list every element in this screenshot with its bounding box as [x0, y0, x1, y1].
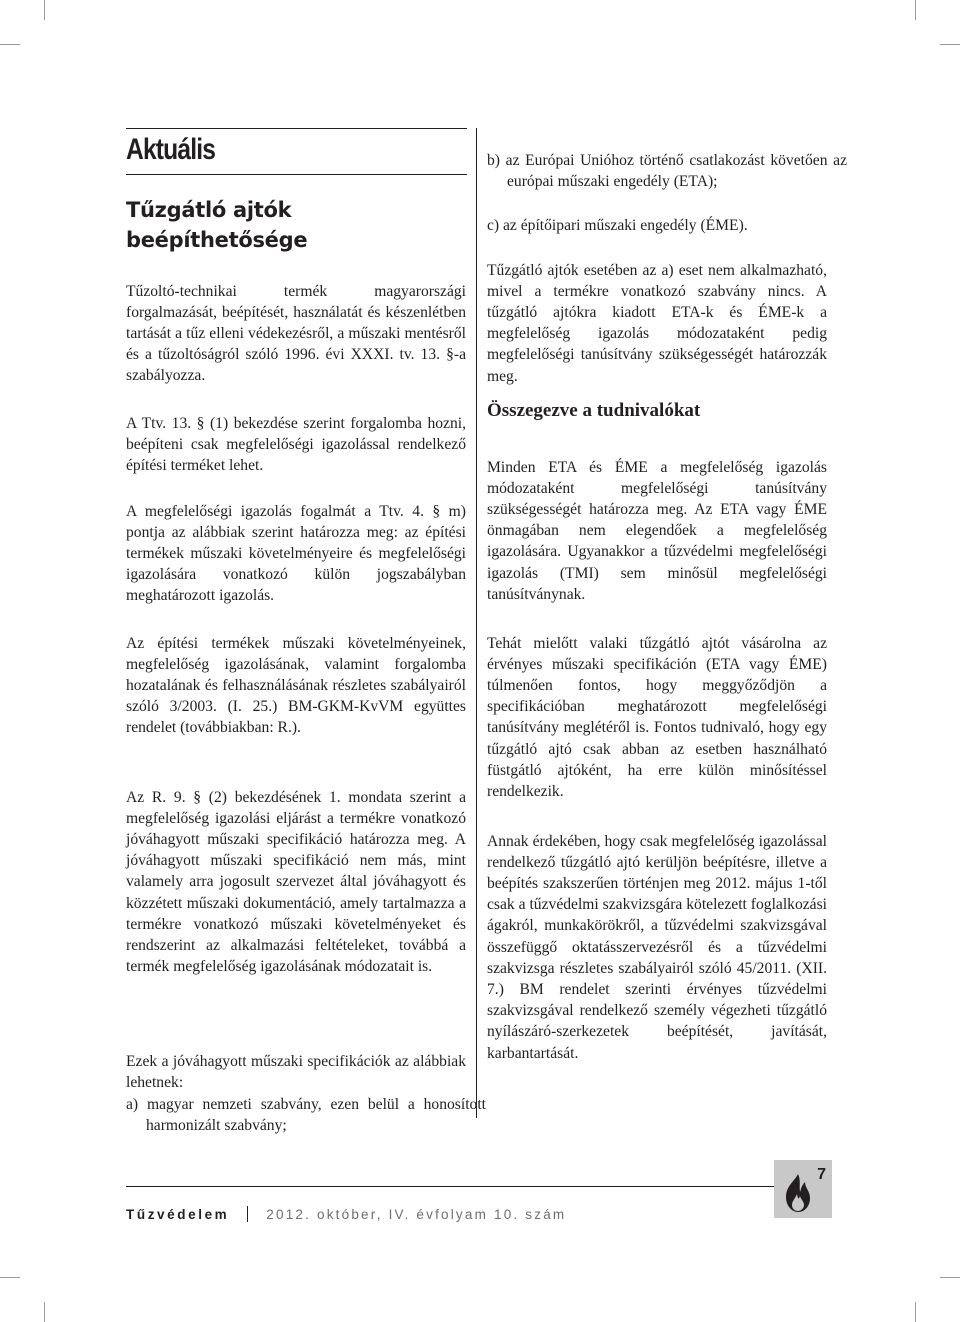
page-number-box [774, 1160, 832, 1218]
section-label: Aktuális [126, 133, 216, 166]
header-rule-top [126, 128, 467, 129]
paragraph: Ezek a jóváhagyott műszaki specifikációk az alábbiak lehetnek: [126, 1052, 466, 1091]
list-item: a) magyar nemzeti szabvány, ezen belül a honosított harmonizált szabvány; [126, 1095, 486, 1134]
crop-mark [915, 0, 916, 20]
crop-mark [940, 1277, 960, 1278]
crop-mark [940, 44, 960, 45]
article-title-line2: beépíthetősége [126, 228, 308, 252]
footer-brand: Tűzvédelem [126, 1206, 230, 1222]
article-title-line1: Tűzgátló ajtók [126, 198, 292, 222]
footer-rule [126, 1186, 774, 1187]
footer [126, 1206, 566, 1222]
paragraph: Minden ETA és ÉME a megfelelőség igazolás módozataként megfelelőségi tanúsítvány szükségességét határozza meg. Az ETA vagy ÉME önmagában nem elegendőek a megfelelőség igazolására. Ugyanakkor a tűzvédelmi megfelelőségi igazolás (TMI) sem minősül megfelelőségi tanúsítványnak. [487, 458, 827, 603]
crop-mark [0, 1277, 20, 1278]
crop-mark [0, 44, 20, 45]
list-item: b) az Európai Unióhoz történő csatlakozást követően az európai műszaki engedély (ETA); [487, 151, 847, 190]
paragraph: A megfelelőségi igazolás fogalmát a Ttv. 4. § m) pontja az alábbiak szerint határozza meg: az építési termékek műszaki követelményeire és megfelelőségi igazolására vonatkozó külön jogszabályban meghatározott igazolás. [126, 502, 466, 605]
paragraph: Tűzgátló ajtók esetében az a) eset nem alkalmazható, mivel a termékre vonatkozó szabvány nincs. A tűzgátló ajtókra kiadott ETA-k és ÉME-k a megfelelőség igazolás módozataként pedig megfelelőségi tanúsítvány szükségességét határozzák meg. [487, 261, 827, 385]
article-title [126, 195, 466, 255]
column-divider [476, 128, 477, 1118]
crop-mark [44, 0, 45, 20]
paragraph: Az R. 9. § (2) bekezdésének 1. mondata szerint a megfelelőség igazolási eljárást a termékre vonatkozó jóváhagyott műszaki specifikáció határozza meg. A jóváhagyott műszaki specifikáció nem más, mint valamely arra jogosult szervezet által jóváhagyott és közzétett műszaki dokumentáció, amely tartalmazza a termékre vonatkozó műszaki követelményeket és rendszerint az alkalmazási feltételeket, továbbá a termék megfelelőség igazolásának módozatait is. [126, 788, 466, 976]
page-number: 7 [817, 1166, 826, 1183]
list-item: c) az építőipari műszaki engedély (ÉME). [487, 216, 748, 234]
flame-icon [774, 1170, 820, 1216]
paragraph: Tehát mielőtt valaki tűzgátló ajtót vásárolna az érvényes műszaki specifikáción (ETA vagy ÉME) túlmenően fontos, hogy meggyőződjön a specifikációban meghatározott megfelelőségi tanúsítvány meglétéről is. Fontos tudnivaló, hogy egy tűzgátló ajtó csak abban az esetben használható füstgátló ajtóként, ha erre külön minősítéssel rendelkezik. [487, 634, 827, 801]
paragraph: Az építési termékek műszaki követelményeinek, megfelelőség igazolásának, valamint forgalomba hozatalának és felhasználásának részletes szabályairól szóló 3/2003. (I. 25.) BM-GKM-KvVM együttes rendelet (továbbiakban: R.). [126, 634, 466, 737]
crop-mark [44, 1302, 45, 1322]
subheading: Összegezve a tudnivalókat [487, 400, 701, 421]
crop-mark [915, 1302, 916, 1322]
footer-issue: 2012. október, IV. évfolyam 10. szám [266, 1206, 567, 1222]
header-rule-bottom [126, 174, 467, 175]
paragraph: Tűzoltó-technikai termék magyarországi forgalmazását, beépítését, használatát és készenlétben tartását a tűz elleni védekezésről, a műszaki mentésről és a tűzoltóságról szóló 1996. évi XXXI. tv. 13. §-a szabályozza. [126, 282, 466, 385]
paragraph: Annak érdekében, hogy csak megfelelőség igazolással rendelkező tűzgátló ajtó kerüljön beépítésre, illetve a beépítés szakszerűen történjen meg 2012. május 1-től csak a tűzvédelmi szakvizsgára kötelezett foglalkozási ágakról, munkakörökről, a tűzvédelmi szakvizsgával összefüggő oktatásszervezésről és a tűzvédelmi szakvizsga részletes szabályairól szóló 45/2011. (XII. 7.) BM rendelet szerinti érvényes tűzvédelmi szakvizsgával rendelkező személy végezheti tűzgátló nyílászáró-szerkezetek beépítését, javítását, karbantartását. [487, 832, 827, 1062]
footer-separator [247, 1206, 248, 1222]
paragraph: A Ttv. 13. § (1) bekezdése szerint forgalomba hozni, beépíteni csak megfelelőségi igazolással rendelkező építési terméket lehet. [126, 414, 466, 474]
